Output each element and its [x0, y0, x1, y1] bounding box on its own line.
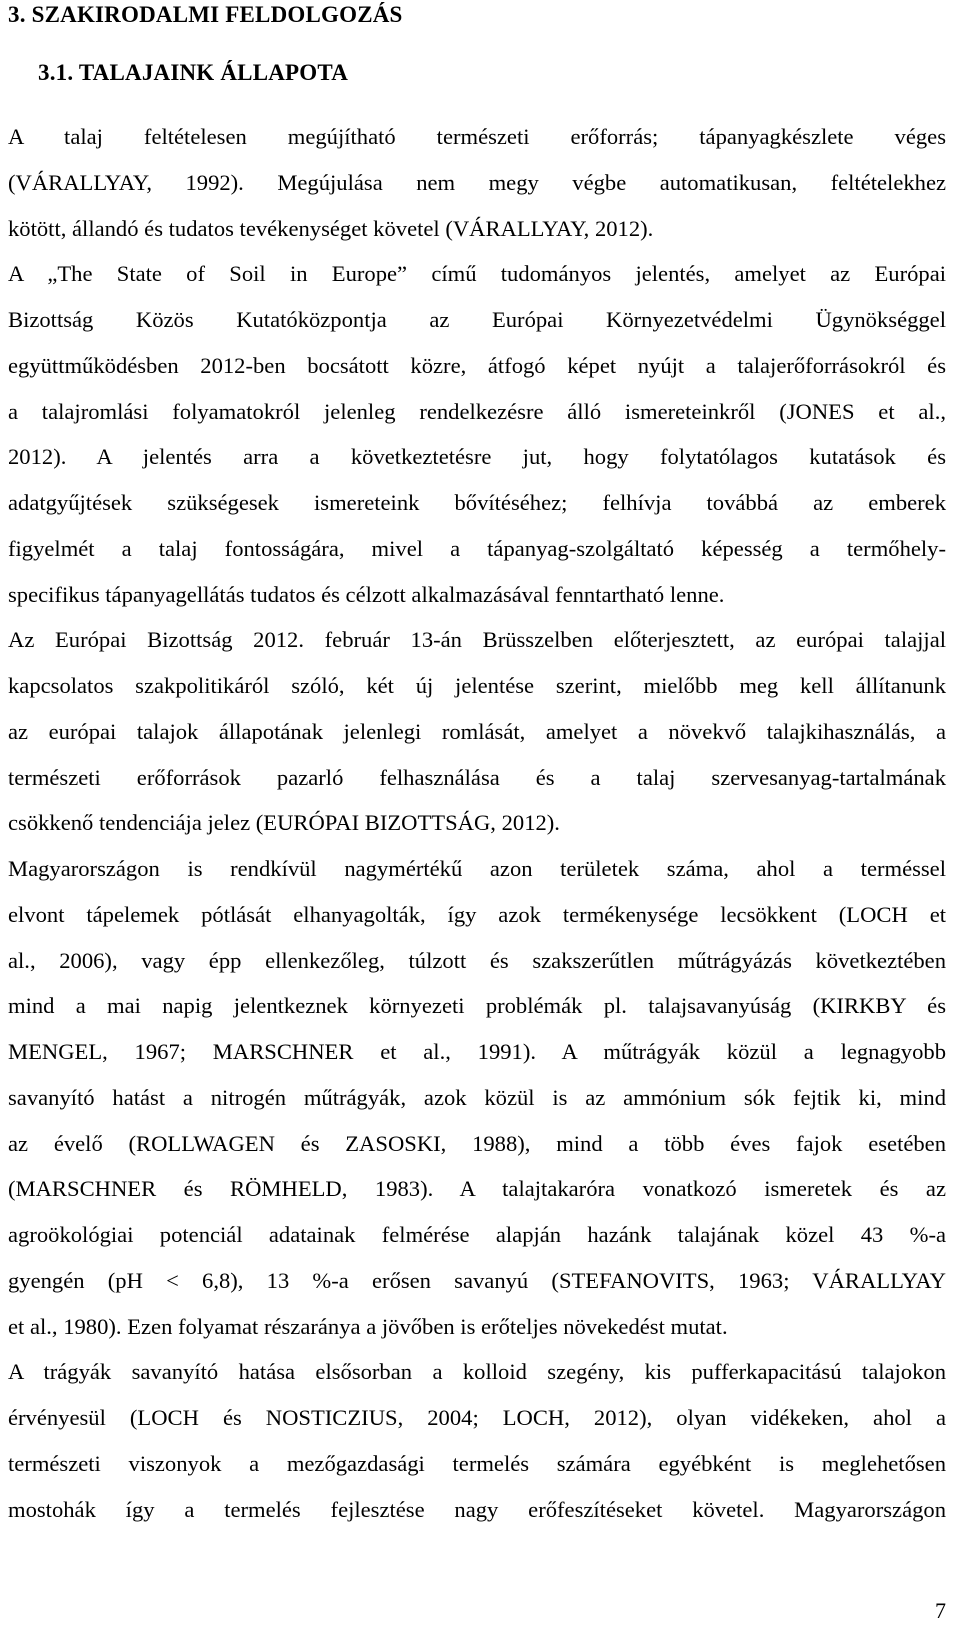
text-line: (VÁRALLYAY, 1992). Megújulása nem megy végbe automatikusan, feltételekhez	[8, 169, 946, 195]
text-line: gyengén (pH < 6,8), 13 %-a erősen savanyú (STEFANOVITS, 1963; VÁRALLYAY	[8, 1267, 946, 1293]
text-line: Bizottság Közös Kutatóközpontja az Európai Környezetvédelmi Ügynökséggel	[8, 307, 946, 332]
text-line: Az Európai Bizottság 2012. február 13-án Brüsszelben előterjesztett, az európai talajjal	[8, 627, 946, 653]
text-line: az évelő (ROLLWAGEN és ZASOSKI, 1988), mind a több éves fajok esetében	[8, 1130, 946, 1156]
text-line: elvont tápelemek pótlását elhanyagolták, így azok termékenysége lecsökkent (LOCH et	[8, 901, 946, 927]
subsection-heading: 3.1. TALAJAINK ÁLLAPOTA	[38, 60, 349, 85]
text-line: specifikus tápanyagellátás tudatos és célzott alkalmazásával fenntartható lenne.	[8, 581, 725, 607]
text-line: kötött, állandó és tudatos tevékenységet követel (VÁRALLYAY, 2012).	[8, 215, 654, 241]
text-line: érvényesül (LOCH és NOSTICZIUS, 2004; LOCH, 2012), olyan vidékeken, ahol a	[8, 1405, 946, 1430]
text-line: természeti erőforrások pazarló felhasználása és a talaj szervesanyag-tartalmának	[8, 764, 946, 790]
text-line: adatgyűjtések szükségesek ismereteink bővítéséhez; felhívja továbbá az emberek	[8, 490, 946, 515]
text-line: A talaj feltételesen megújítható természeti erőforrás; tápanyagkészlete véges	[8, 124, 946, 149]
text-line: mind a mai napig jelentkeznek környezeti problémák pl. talajsavanyúság (KIRKBY és	[8, 993, 946, 1019]
section-heading: 3. SZAKIRODALMI FELDOLGOZÁS	[8, 2, 403, 27]
text-line: (MARSCHNER és RÖMHELD, 1983). A talajtakaróra vonatkozó ismeretek és az	[8, 1176, 946, 1202]
text-line: et al., 1980). Ezen folyamat részaránya a jövőben is erőteljes növekedést mutat.	[8, 1313, 728, 1339]
text-line: 2012). A jelentés arra a következtetésre jut, hogy folytatólagos kutatások és	[8, 444, 946, 470]
text-line: az európai talajok állapotának jelenlegi romlását, amelyet a növekvő talajkihasználás, a	[8, 718, 946, 744]
text-line: kapcsolatos szakpolitikáról szóló, két új jelentése szerint, mielőbb meg kell állítanunk	[8, 673, 946, 698]
page-number: 7	[935, 1598, 946, 1623]
text-line: figyelmét a talaj fontosságára, mivel a tápanyag-szolgáltató képesség a termőhely-	[8, 535, 946, 561]
text-line: al., 2006), vagy épp ellenkezőleg, túlzott és szakszerűtlen műtrágyázás következtében	[8, 947, 946, 973]
text-line: savanyító hatást a nitrogén műtrágyák, azok közül is az ammónium sók fejtik ki, mind	[8, 1084, 946, 1110]
text-line: a talajromlási folyamatokról jelenleg rendelkezésre álló ismereteinkről (JONES et al.,	[8, 398, 946, 424]
text-line: Magyarországon is rendkívül nagymértékű azon területek száma, ahol a terméssel	[8, 856, 946, 881]
text-line: együttműködésben 2012-ben bocsátott közre, átfogó képet nyújt a talajerőforrásokról és	[8, 352, 946, 378]
body-text	[8, 114, 946, 1532]
text-line: A trágyák savanyító hatása elsősorban a kolloid szegény, kis pufferkapacitású talajokon	[8, 1359, 946, 1385]
text-line: A „The State of Soil in Europe” című tudományos jelentés, amelyet az Európai	[8, 261, 946, 287]
text-line: csökkenő tendenciája jelez (EURÓPAI BIZOTTSÁG, 2012).	[8, 810, 560, 836]
text-line: mostohák így a termelés fejlesztése nagy erőfeszítéseket követel. Magyarországon	[8, 1496, 946, 1522]
text-line: természeti viszonyok a mezőgazdasági termelés számára egyébként is meglehetősen	[8, 1450, 946, 1476]
text-line: agroökológiai potenciál adatainak felmérése alapján hazánk talajának közel 43 %-a	[8, 1222, 946, 1247]
text-line: MENGEL, 1967; MARSCHNER et al., 1991). A műtrágyák közül a legnagyobb	[8, 1039, 946, 1064]
